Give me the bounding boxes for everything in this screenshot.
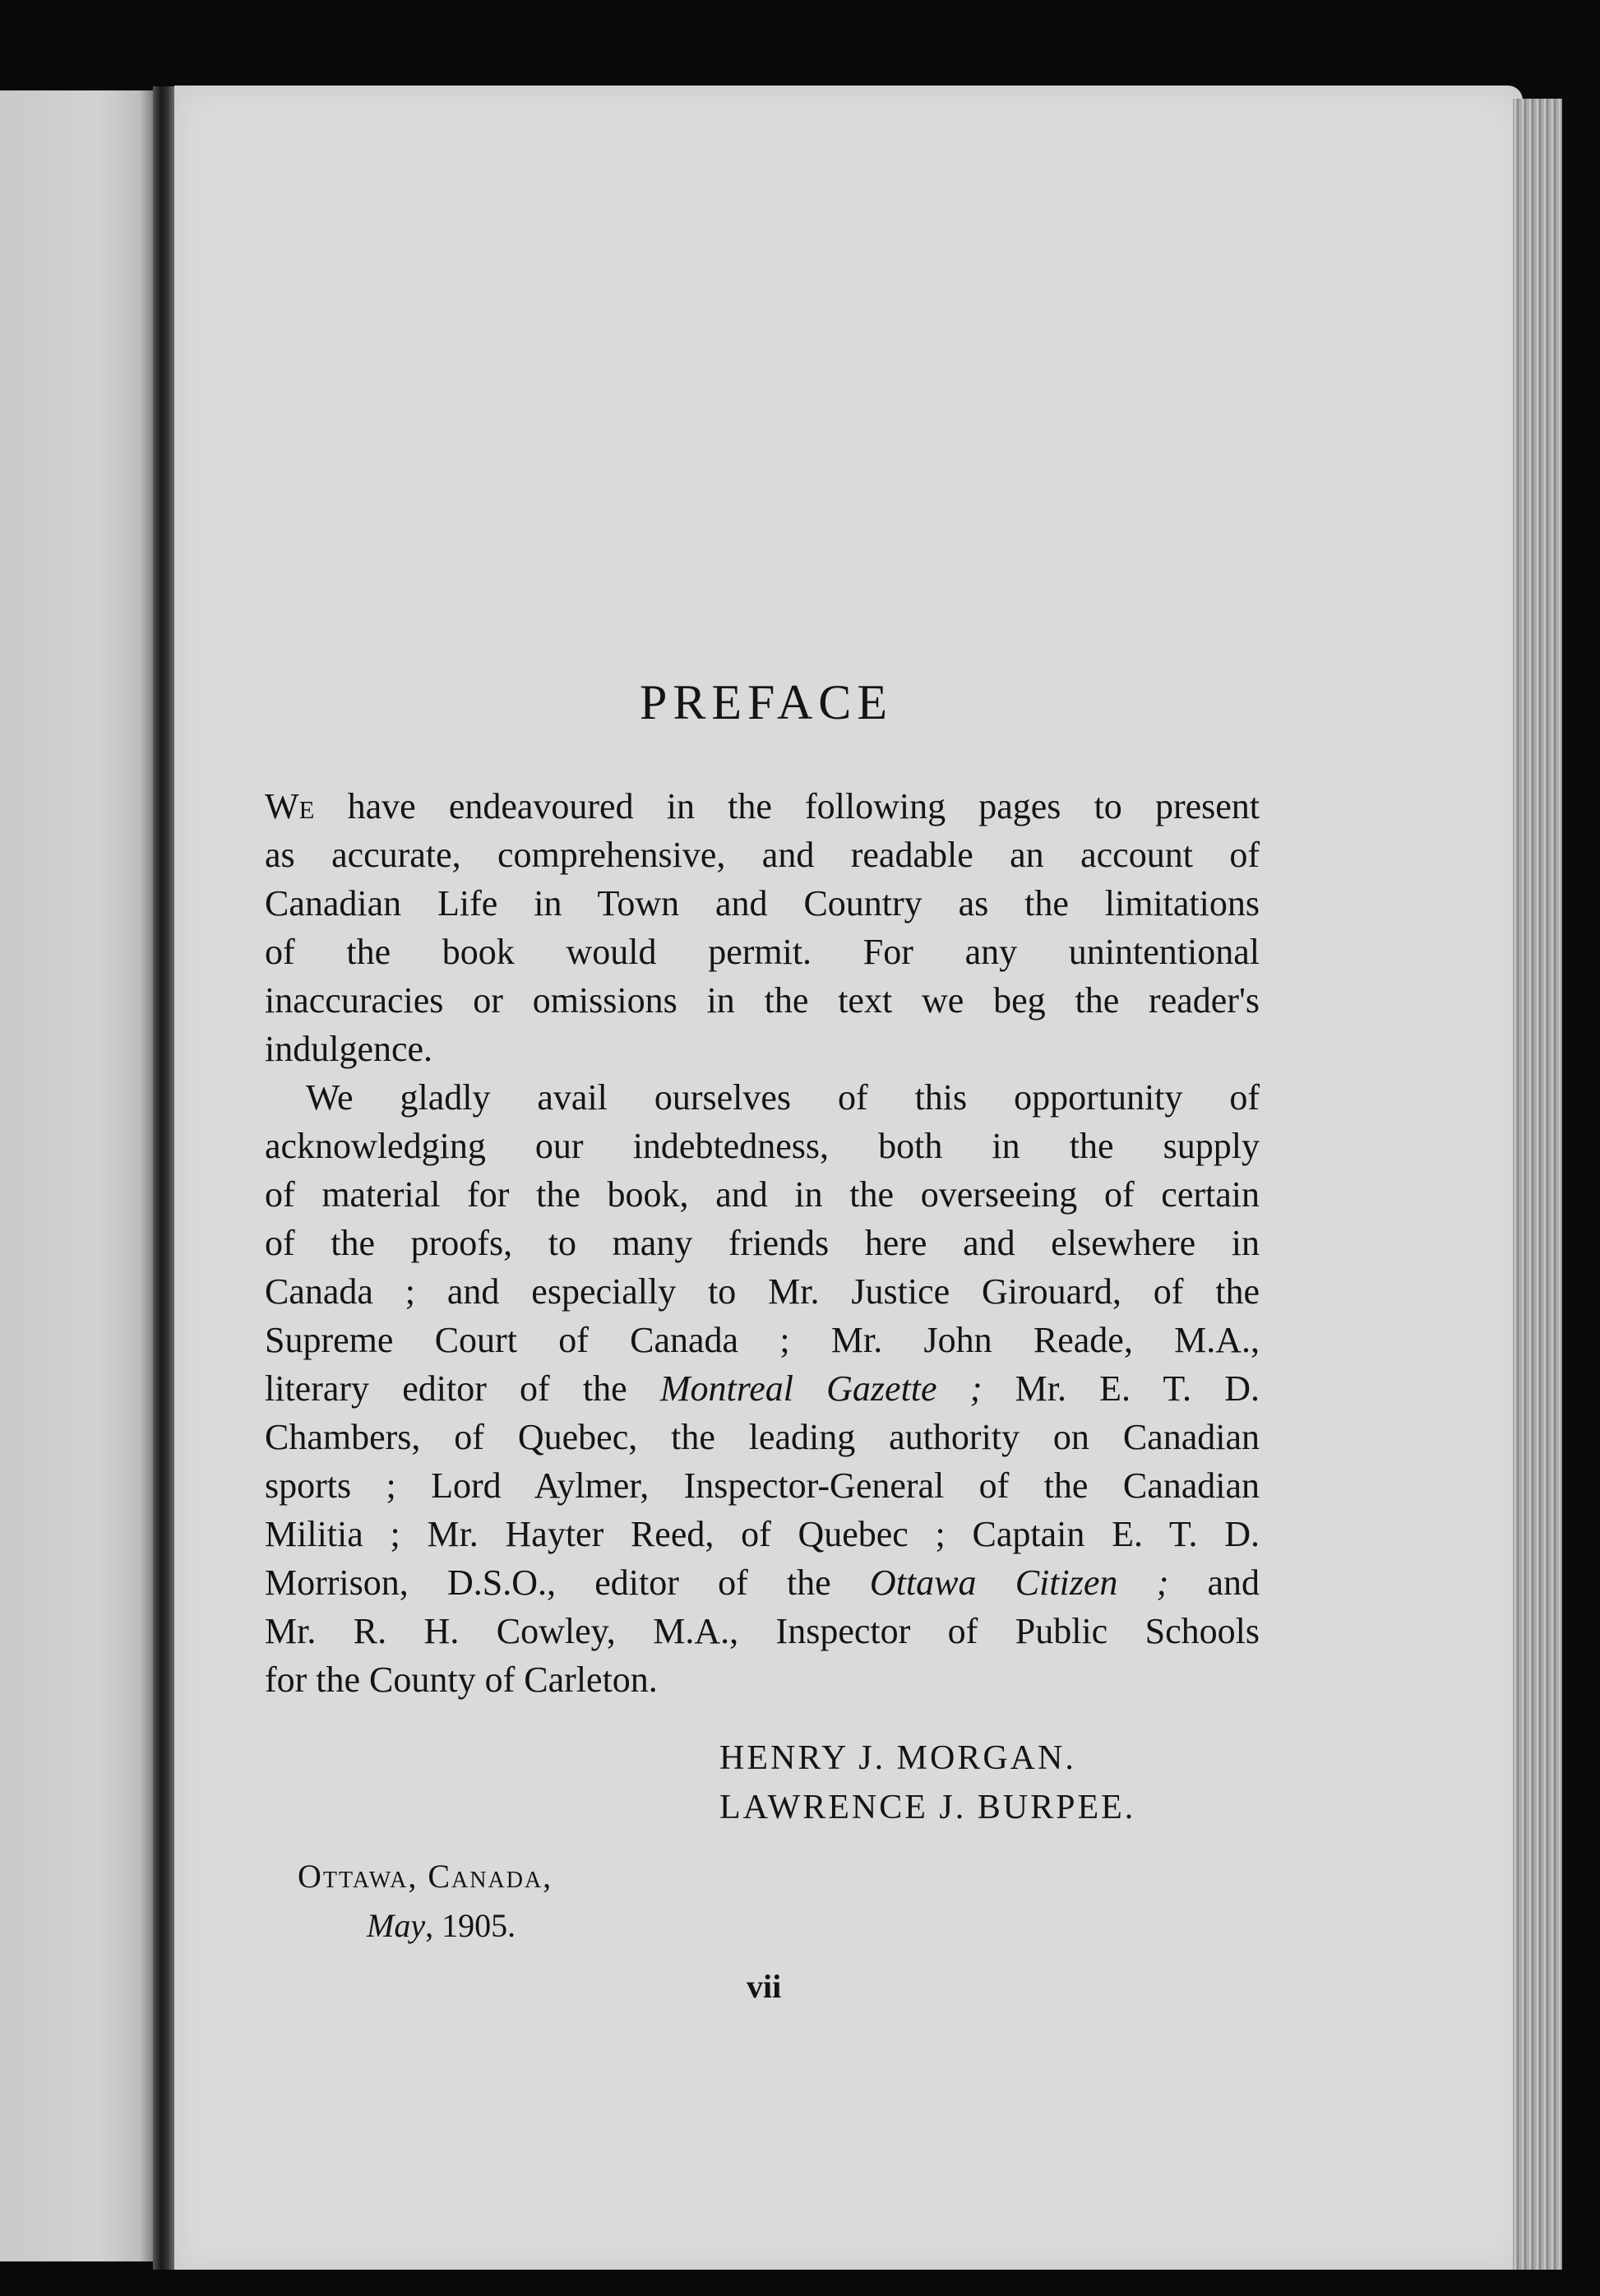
page-stack-edge	[1513, 99, 1562, 2278]
author-name: HENRY J. MORGAN.	[719, 1739, 1076, 1777]
paragraph-2	[265, 1073, 1260, 1704]
paragraph-2-line: Militia ; Mr. Hayter Reed, of Quebec ; Captain E. T. D.	[265, 1514, 1260, 1554]
paragraph-2-line: Chambers, of Quebec, the leading authority on Canadian	[265, 1417, 1260, 1457]
lead-small-caps: We	[265, 786, 315, 826]
page-number: vii	[747, 1968, 782, 2005]
paragraph-1	[265, 782, 1260, 1073]
paragraph-2-line: We gladly avail ourselves of this opportunity of	[306, 1077, 1260, 1118]
paragraph-2-line: Canada ; and especially to Mr. Justice Girouard, of the	[265, 1271, 1260, 1312]
paragraph-2-line: Supreme Court of Canada ; Mr. John Reade, M.A.,	[265, 1320, 1260, 1360]
paragraph-1-line: Canadian Life in Town and Country as the limitations	[265, 883, 1260, 923]
paragraph-2-line: Morrison, D.S.O., editor of the Ottawa Citizen ; and	[265, 1562, 1260, 1603]
newspaper-title: Ottawa Citizen ;	[869, 1562, 1169, 1603]
author-signatures	[719, 1734, 1135, 1832]
book-binding	[153, 86, 176, 2274]
place-line: Ottawa, Canada,	[298, 1858, 553, 1895]
preface-text-block	[265, 674, 1260, 1704]
paragraph-1-line: indulgence.	[265, 1029, 433, 1069]
date-year: , 1905.	[425, 1907, 516, 1944]
page-title: PREFACE	[640, 675, 893, 729]
newspaper-title: Montreal Gazette ;	[659, 1368, 983, 1409]
date-month: May	[367, 1907, 426, 1944]
paragraph-2-line: sports ; Lord Aylmer, Inspector-General of the Canadian	[265, 1465, 1260, 1506]
scan-bottom-border	[0, 2270, 1600, 2296]
paragraph-1-line: of the book would permit. For any unintentional	[265, 932, 1260, 972]
paragraph-2-line: for the County of Carleton.	[265, 1660, 658, 1700]
paragraph-2-line: literary editor of the Montreal Gazette ; Mr. E. T. D.	[265, 1368, 1260, 1409]
paragraph-2-line: of the proofs, to many friends here and elsewhere in	[265, 1223, 1260, 1263]
paragraph-2-line: of material for the book, and in the overseeing of certain	[265, 1174, 1260, 1215]
paragraph-2-line: Mr. R. H. Cowley, M.A., Inspector of Public Schools	[265, 1611, 1260, 1651]
paragraph-2-line: acknowledging our indebtedness, both in the supply	[265, 1126, 1260, 1166]
date-line	[367, 1901, 516, 1951]
paragraph-1-line: as accurate, comprehensive, and readable an account of	[265, 835, 1260, 875]
paragraph-1-line: We have endeavoured in the following pages to present	[265, 786, 1260, 826]
paragraph-1-line: inaccuracies or omissions in the text we beg the reader's	[265, 980, 1260, 1021]
author-name: LAWRENCE J. BURPEE.	[719, 1789, 1136, 1826]
facing-page-edge	[0, 90, 164, 2261]
